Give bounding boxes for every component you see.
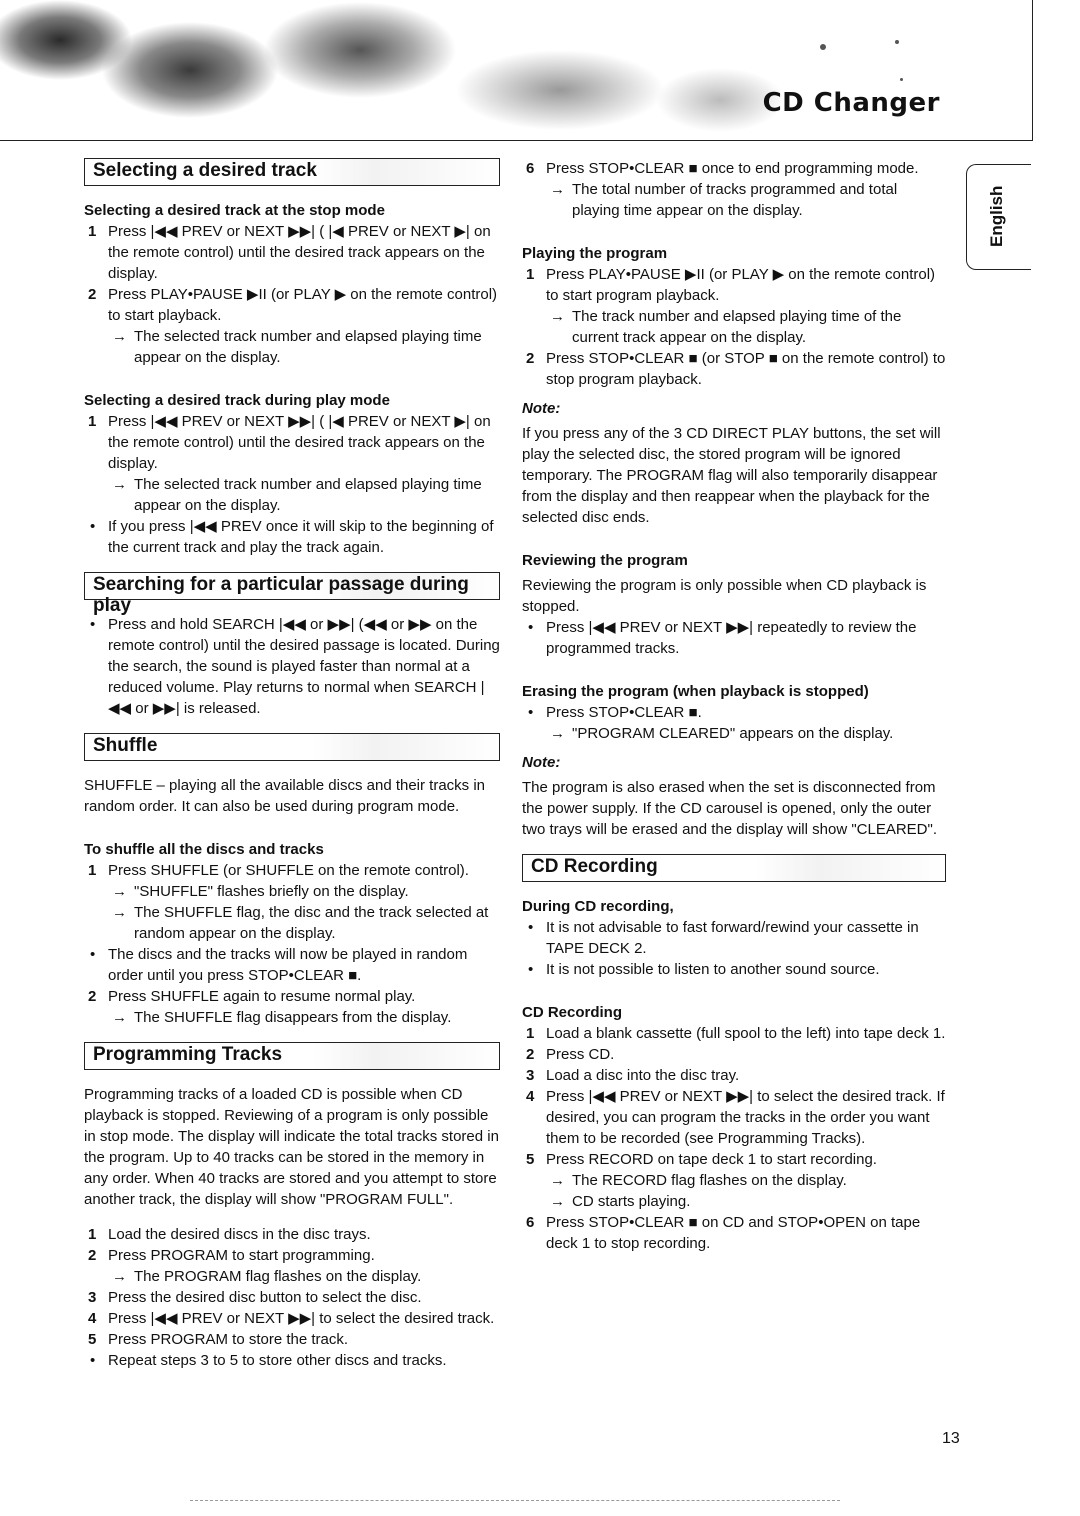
paragraph: SHUFFLE – playing all the available discs and their tracks in random order. It can also be used during program mode. [84,777,486,815]
step: 1 Load the desired discs in the disc trays. [88,1226,371,1243]
bullet-item: • Press |◀◀ PREV or NEXT ▶▶| repeatedly to review the programmed tracks. [528,619,917,657]
bullet-item: • The discs and the tracks will now be played in random order until you press STOP•CLEAR ■. [90,946,468,984]
subheading: During CD recording, [522,898,674,915]
step: 1 Press PLAY•PAUSE ▶II (or PLAY ▶ on the remote control) to start program playback. [526,266,936,304]
step: 2 Press CD. [526,1046,615,1063]
step: 2 Press PROGRAM to start programming. [88,1247,375,1264]
section-header-shuffle [84,733,500,761]
step: 6 Press STOP•CLEAR ■ on CD and STOP•OPEN on tape deck 1 to stop recording. [526,1214,921,1252]
step: 2 Press SHUFFLE again to resume normal play. [88,988,416,1005]
bullet-item: • It is not possible to listen to another sound source. [528,961,880,978]
step: 1 Load a blank cassette (full spool to the left) into tape deck 1. [526,1025,946,1042]
section-title: Searching for a particular passage during play [93,574,469,616]
subheading: Reviewing the program [522,552,688,569]
step: 2 Press STOP•CLEAR ■ (or STOP ■ on the remote control) to stop program playback. [526,350,946,388]
note-label: Note: [522,754,561,771]
header-banner [0,0,1033,141]
bullet-item: • Press STOP•CLEAR ■. [528,704,702,721]
section-title: CD Recording [531,856,658,877]
bullet-item: • If you press |◀◀ PREV once it will skip to the beginning of the current track and play the track again. [90,518,494,556]
section-title: Shuffle [93,735,158,756]
result-note: → The selected track number and elapsed playing time appear on the display. [112,328,482,366]
section-title: Selecting a desired track [93,160,317,181]
language-tab [966,164,1031,270]
step: 1 Press SHUFFLE (or SHUFFLE on the remote control). [88,862,469,879]
section-header-searching [84,572,500,616]
subheading: To shuffle all the discs and tracks [84,841,324,858]
step: 4 Press |◀◀ PREV or NEXT ▶▶| to select the desired track. If desired, you can program the tracks in the order you want them to be recorded (see Programming Tracks). [526,1088,945,1147]
step: 1 Press |◀◀ PREV or NEXT ▶▶| ( |◀ PREV or NEXT ▶| on the remote control) until the desired track appears on the display. [88,223,491,282]
result-note: → The track number and elapsed playing time of the current track appear on the display. [550,308,902,346]
banner-speck [900,78,903,81]
page-title: CD Changer [762,88,940,118]
subheading: Selecting a desired track during play mode [84,392,390,409]
result-note: → CD starts playing. [550,1193,691,1210]
subheading: Selecting a desired track at the stop mode [84,202,385,219]
step: 6 Press STOP•CLEAR ■ once to end programming mode. [526,160,919,177]
result-note: → The SHUFFLE flag, the disc and the track selected at random appear on the display. [112,904,489,942]
footer-divider [190,1500,840,1502]
language-label: English [987,185,1006,247]
result-note: → "PROGRAM CLEARED" appears on the display. [550,725,894,742]
section-header-cd-recording [522,854,946,882]
bullet-item: • Press and hold SEARCH |◀◀ or ▶▶| (◀◀ or ▶▶ on the remote control) until the desired passage is located. During the search, the sound is played faster than normal at a reduced volume. Play returns to normal when SEARCH |◀◀ or ▶▶| is released. [90,616,500,717]
note-text: The program is also erased when the set is disconnected from the power supply. If the CD carousel is opened, only the outer two trays will be erased and the display will show "CLEARED". [522,779,937,838]
result-note: → The PROGRAM flag flashes on the display. [112,1268,422,1285]
subheading: Erasing the program (when playback is stopped) [522,683,869,700]
page-number: 13 [942,1430,960,1447]
result-note: → The total number of tracks programmed and total playing time appear on the display. [550,181,898,219]
result-note: → The RECORD flag flashes on the display. [550,1172,847,1189]
step: 3 Load a disc into the disc tray. [526,1067,740,1084]
result-note: → The SHUFFLE flag disappears from the display. [112,1009,452,1026]
subheading: CD Recording [522,1004,623,1021]
result-note: → "SHUFFLE" flashes briefly on the display. [112,883,409,900]
left-column [84,158,500,1371]
paragraph: Reviewing the program is only possible when CD playback is stopped. [522,577,927,615]
step: 5 Press PROGRAM to store the track. [88,1331,349,1348]
banner-speck [895,40,899,44]
right-column [522,158,946,1254]
bullet-item: • Repeat steps 3 to 5 to store other discs and tracks. [90,1352,447,1369]
subheading: Playing the program [522,245,668,262]
step: 3 Press the desired disc button to select the disc. [88,1289,422,1306]
section-header-selecting [84,158,500,186]
section-title: Programming Tracks [93,1044,283,1065]
step: 4 Press |◀◀ PREV or NEXT ▶▶| to select the desired track. [88,1310,495,1327]
note-label: Note: [522,400,561,417]
step: 1 Press |◀◀ PREV or NEXT ▶▶| ( |◀ PREV or NEXT ▶| on the remote control) until the desired track appears on the display. [88,413,491,472]
note-text: If you press any of the 3 CD DIRECT PLAY buttons, the set will play the selected disc, the stored program will be ignored temporary. The PROGRAM flag will also temporarily disappear from the display and then reappear when the playback for the selected disc ends. [522,425,941,526]
banner-speck [820,44,826,50]
paragraph: Programming tracks of a loaded CD is possible when CD playback is stopped. Reviewing of a program is only possible in stop mode. The display will indicate the total tracks stored in the program. Up to 40 tracks can be stored in the memory in any order. When 40 tracks are stored and you attempt to store another track, the display will show "PROGRAM FULL". [84,1086,499,1208]
result-note: → The selected track number and elapsed playing time appear on the display. [112,476,482,514]
bullet-item: • It is not advisable to fast forward/rewind your cassette in TAPE DECK 2. [528,919,919,957]
step: 2 Press PLAY•PAUSE ▶II (or PLAY ▶ on the remote control) to start playback. [88,286,498,324]
section-header-programming [84,1042,500,1070]
step: 5 Press RECORD on tape deck 1 to start recording. [526,1151,877,1168]
